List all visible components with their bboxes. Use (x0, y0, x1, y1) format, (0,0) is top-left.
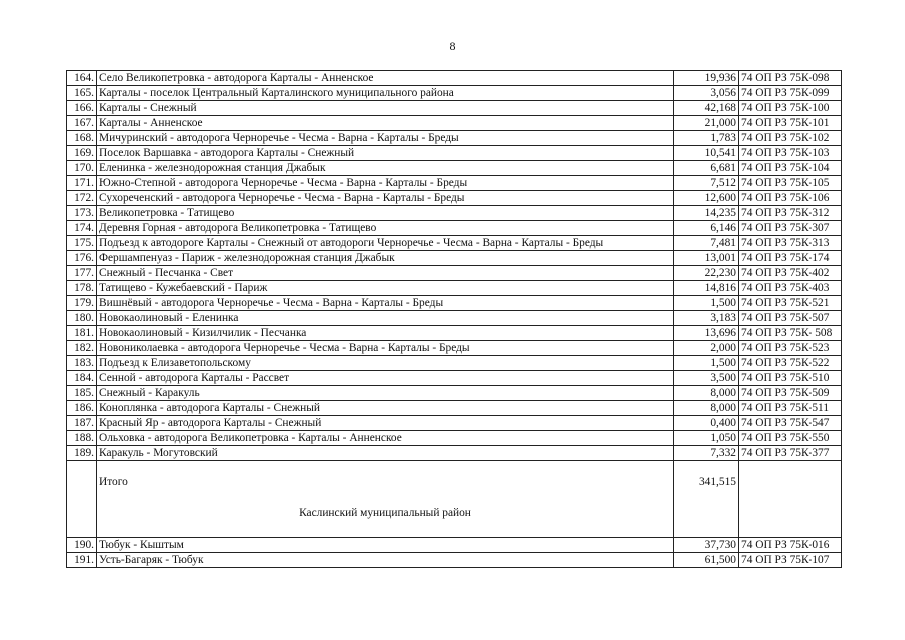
road-length: 42,168 (674, 101, 739, 116)
road-length: 3,183 (674, 311, 739, 326)
row-number: 181. (67, 326, 97, 341)
row-number: 166. (67, 101, 97, 116)
road-code: 74 ОП РЗ 75К-098 (739, 71, 842, 86)
road-code: 74 ОП РЗ 75К-377 (739, 446, 842, 461)
row-number: 169. (67, 146, 97, 161)
row-number: 174. (67, 221, 97, 236)
table-row (67, 86, 842, 101)
table-row (67, 266, 842, 281)
road-length: 8,000 (674, 401, 739, 416)
road-code: 74 ОП РЗ 75К-100 (739, 101, 842, 116)
road-length: 19,936 (674, 71, 739, 86)
row-number: 191. (67, 553, 97, 568)
road-code: 74 ОП РЗ 75К-101 (739, 116, 842, 131)
road-code: 74 ОП РЗ 75К-106 (739, 191, 842, 206)
road-name: Новониколаевка - автодорога Черноречье - Чесма - Варна - Карталы - Бреды (97, 341, 674, 356)
table-row (67, 146, 842, 161)
row-number: 184. (67, 371, 97, 386)
road-length: 1,500 (674, 296, 739, 311)
row-number: 173. (67, 206, 97, 221)
table-row (67, 386, 842, 401)
row-number: 190. (67, 538, 97, 553)
row-number: 179. (67, 296, 97, 311)
road-length: 6,146 (674, 221, 739, 236)
road-name: Южно-Степной - автодорога Черноречье - Чесма - Варна - Карталы - Бреды (97, 176, 674, 191)
table-row (67, 236, 842, 251)
spacer-row (67, 523, 842, 538)
row-number: 180. (67, 311, 97, 326)
table-row (67, 206, 842, 221)
road-length: 3,056 (674, 86, 739, 101)
road-name: Ольховка - автодорога Великопетровка - Карталы - Анненское (97, 431, 674, 446)
table-row (67, 401, 842, 416)
road-code: 74 ОП РЗ 75К-402 (739, 266, 842, 281)
road-code: 74 ОП РЗ 75К-307 (739, 221, 842, 236)
road-name: Новокаолиновый - Еленинка (97, 311, 674, 326)
road-code: 74 ОП РЗ 75К-312 (739, 206, 842, 221)
road-name: Каракуль - Могутовский (97, 446, 674, 461)
table-row (67, 341, 842, 356)
road-name: Усть-Багаряк - Тюбук (97, 553, 674, 568)
row-number: 177. (67, 266, 97, 281)
table-row (67, 538, 842, 553)
road-name: Мичуринский - автодорога Черноречье - Чесма - Варна - Карталы - Бреды (97, 131, 674, 146)
road-length: 14,816 (674, 281, 739, 296)
road-name: Карталы - поселок Центральный Карталинского муниципального района (97, 86, 674, 101)
road-code: 74 ОП РЗ 75К-523 (739, 341, 842, 356)
table-row (67, 446, 842, 461)
totals-section (67, 461, 842, 538)
road-code: 74 ОП РЗ 75К-103 (739, 146, 842, 161)
district-heading: Каслинский муниципальный район (97, 503, 674, 523)
road-name: Коноплянка - автодорога Карталы - Снежный (97, 401, 674, 416)
road-length: 8,000 (674, 386, 739, 401)
road-code: 74 ОП РЗ 75К-522 (739, 356, 842, 371)
table-row (67, 191, 842, 206)
road-length: 2,000 (674, 341, 739, 356)
row-number: 165. (67, 86, 97, 101)
road-code: 74 ОП РЗ 75К-507 (739, 311, 842, 326)
road-name: Красный Яр - автодорога Карталы - Снежный (97, 416, 674, 431)
roads-table-body-2 (67, 538, 842, 568)
roads-table (66, 70, 842, 568)
road-length: 1,783 (674, 131, 739, 146)
table-row (67, 326, 842, 341)
road-name: Подъезд к автодороге Карталы - Снежный от автодороги Черноречье - Чесма - Варна - Карталы - Бреды (97, 236, 674, 251)
road-name: Поселок Варшавка - автодорога Карталы - Снежный (97, 146, 674, 161)
road-code: 74 ОП РЗ 75К-102 (739, 131, 842, 146)
table-row (67, 131, 842, 146)
row-number: 178. (67, 281, 97, 296)
road-code: 74 ОП РЗ 75К-174 (739, 251, 842, 266)
road-code: 74 ОП РЗ 75К- 508 (739, 326, 842, 341)
road-length: 12,600 (674, 191, 739, 206)
road-name: Деревня Горная - автодорога Великопетровка - Татищево (97, 221, 674, 236)
road-length: 6,681 (674, 161, 739, 176)
road-length: 13,001 (674, 251, 739, 266)
road-name: Сухореченский - автодорога Черноречье - Чесма - Варна - Карталы - Бреды (97, 191, 674, 206)
total-row (67, 475, 842, 489)
road-name: Подъезд к Елизаветопольскому (97, 356, 674, 371)
row-number: 189. (67, 446, 97, 461)
road-code: 74 ОП РЗ 75К-511 (739, 401, 842, 416)
row-number: 186. (67, 401, 97, 416)
road-length: 1,500 (674, 356, 739, 371)
road-name: Татищево - Кужебаевский - Париж (97, 281, 674, 296)
table-row (67, 431, 842, 446)
road-code: 74 ОП РЗ 75К-521 (739, 296, 842, 311)
road-length: 7,512 (674, 176, 739, 191)
road-code: 74 ОП РЗ 75К-016 (739, 538, 842, 553)
road-length: 22,230 (674, 266, 739, 281)
road-length: 14,235 (674, 206, 739, 221)
row-number: 176. (67, 251, 97, 266)
row-number: 188. (67, 431, 97, 446)
table-row (67, 311, 842, 326)
road-code: 74 ОП РЗ 75К-403 (739, 281, 842, 296)
table-row (67, 161, 842, 176)
row-number: 171. (67, 176, 97, 191)
row-number: 187. (67, 416, 97, 431)
row-number: 167. (67, 116, 97, 131)
road-length: 37,730 (674, 538, 739, 553)
road-name: Фершампенуаз - Париж - железнодорожная станция Джабык (97, 251, 674, 266)
road-length: 1,050 (674, 431, 739, 446)
table-row (67, 296, 842, 311)
road-length: 7,332 (674, 446, 739, 461)
road-length: 21,000 (674, 116, 739, 131)
road-length: 0,400 (674, 416, 739, 431)
road-code: 74 ОП РЗ 75К-105 (739, 176, 842, 191)
table-row (67, 251, 842, 266)
road-code: 74 ОП РЗ 75К-313 (739, 236, 842, 251)
row-number: 170. (67, 161, 97, 176)
spacer-row (67, 489, 842, 503)
road-name: Село Великопетровка - автодорога Карталы - Анненское (97, 71, 674, 86)
row-number: 168. (67, 131, 97, 146)
road-name: Новокаолиновый - Кизилчилик - Песчанка (97, 326, 674, 341)
row-number: 185. (67, 386, 97, 401)
road-name: Карталы - Снежный (97, 101, 674, 116)
row-number: 183. (67, 356, 97, 371)
table-row (67, 371, 842, 386)
road-length: 3,500 (674, 371, 739, 386)
table-row (67, 356, 842, 371)
road-length: 61,500 (674, 553, 739, 568)
page-number: 8 (449, 39, 456, 53)
row-number: 175. (67, 236, 97, 251)
road-code: 74 ОП РЗ 75К-104 (739, 161, 842, 176)
row-number: 172. (67, 191, 97, 206)
road-name: Тюбук - Кыштым (97, 538, 674, 553)
road-code: 74 ОП РЗ 75К-510 (739, 371, 842, 386)
road-length: 13,696 (674, 326, 739, 341)
road-length: 10,541 (674, 146, 739, 161)
road-name: Снежный - Каракуль (97, 386, 674, 401)
roads-table-body (67, 71, 842, 461)
road-code: 74 ОП РЗ 75К-099 (739, 86, 842, 101)
table-row (67, 416, 842, 431)
road-name: Сенной - автодорога Карталы - Рассвет (97, 371, 674, 386)
table-row (67, 553, 842, 568)
table-row (67, 116, 842, 131)
row-number: 182. (67, 341, 97, 356)
table-row (67, 101, 842, 116)
spacer-row (67, 461, 842, 476)
table-row (67, 176, 842, 191)
total-label: Итого (97, 475, 674, 489)
road-name: Карталы - Анненское (97, 116, 674, 131)
total-length: 341,515 (674, 475, 739, 489)
road-name: Снежный - Песчанка - Свет (97, 266, 674, 281)
road-length: 7,481 (674, 236, 739, 251)
road-name: Еленинка - железнодорожная станция Джабык (97, 161, 674, 176)
road-code: 74 ОП РЗ 75К-509 (739, 386, 842, 401)
table-row (67, 71, 842, 86)
road-code: 74 ОП РЗ 75К-547 (739, 416, 842, 431)
district-heading-row (67, 503, 842, 523)
table-row (67, 221, 842, 236)
road-code: 74 ОП РЗ 75К-550 (739, 431, 842, 446)
row-number: 164. (67, 71, 97, 86)
table-row (67, 281, 842, 296)
road-code: 74 ОП РЗ 75К-107 (739, 553, 842, 568)
road-name: Великопетровка - Татищево (97, 206, 674, 221)
road-name: Вишнёвый - автодорога Черноречье - Чесма - Варна - Карталы - Бреды (97, 296, 674, 311)
